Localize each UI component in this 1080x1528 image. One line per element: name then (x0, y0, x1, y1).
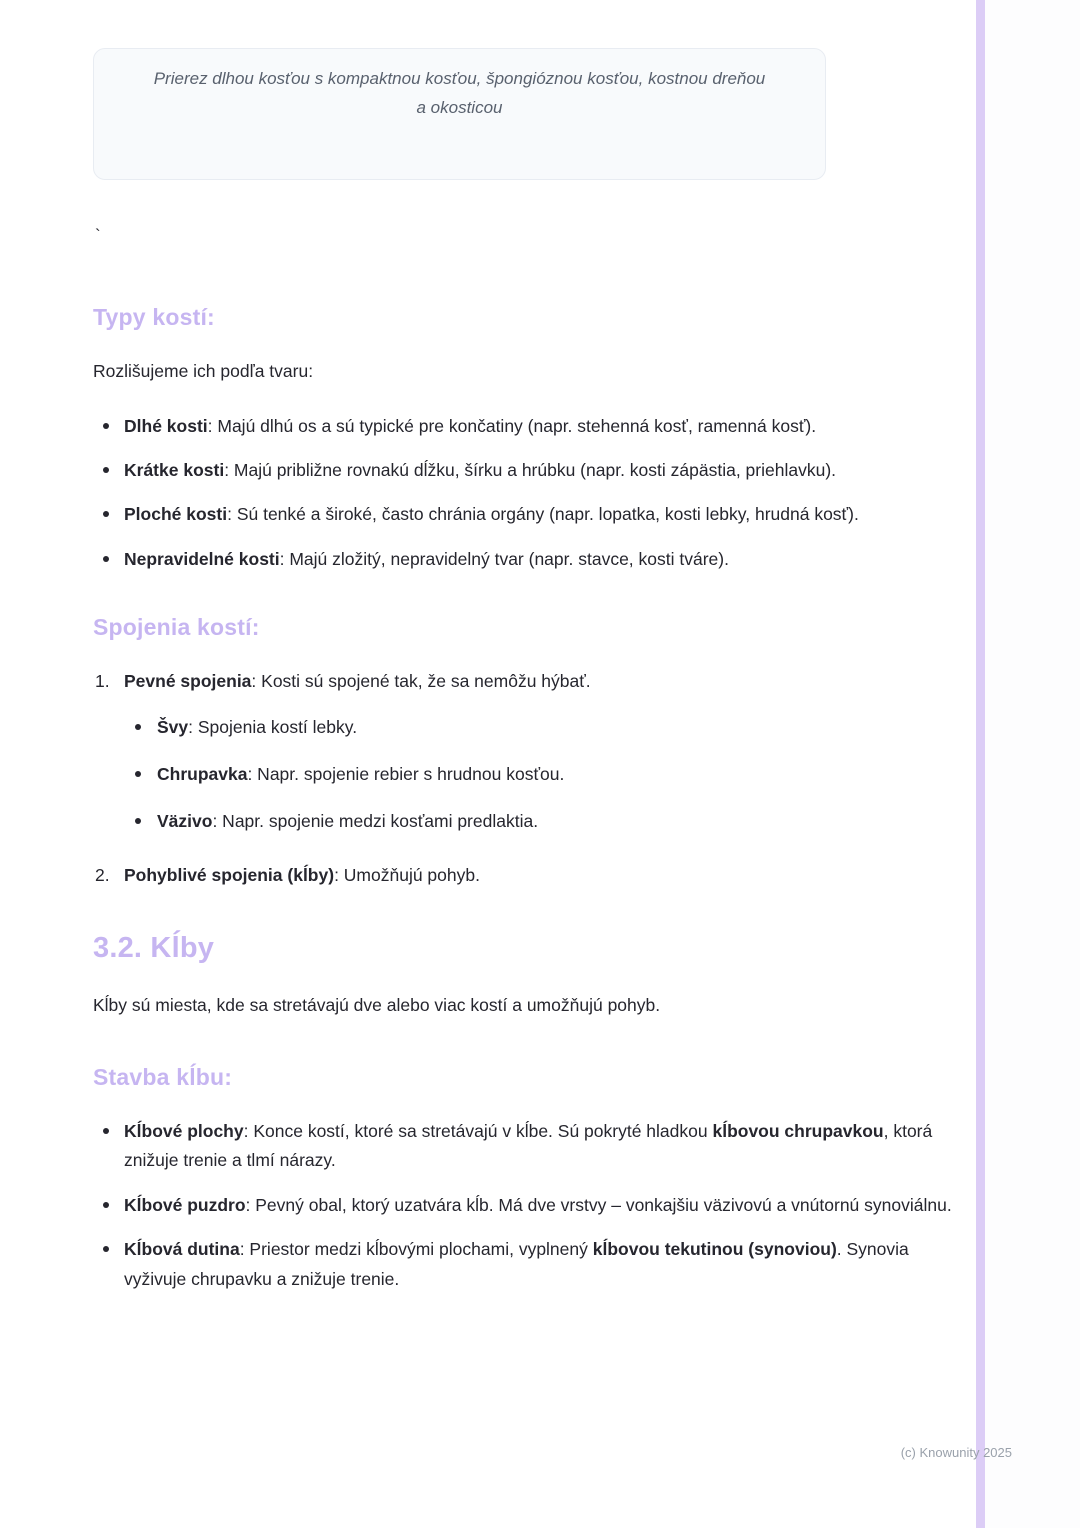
section-heading-stavba-klbu: Stavba kĺbu: (93, 1064, 233, 1091)
term: Dlhé kosti (124, 415, 208, 436)
list-item (124, 807, 965, 836)
list-item (93, 456, 965, 485)
term: kĺbovou tekutinou (synoviou) (592, 1239, 837, 1260)
section-heading-spojenia-kosti: Spojenia kostí: (93, 614, 260, 641)
list-item (93, 1191, 965, 1220)
term: Pohyblivé spojenia (kĺby) (124, 864, 335, 885)
list-item (93, 1235, 965, 1294)
desc: : Pevný obal, ktorý uzatvára kĺb. Má dve vrstvy – vonkajšiu väzivovú a vnútornú synoviálnu. (245, 1194, 952, 1215)
term: Chrupavka (157, 764, 248, 784)
desc: : Sú tenké a široké, často chránia orgány (napr. lopatka, kosti lebky, hrudná kosť). (227, 504, 859, 525)
list-item (93, 861, 965, 890)
document-content (93, 0, 965, 1309)
list-item (93, 545, 965, 574)
desc: : Umožňujú pohyb. (334, 864, 480, 885)
desc: : Konce kostí, ktoré sa stretávajú v kĺbe. Sú pokryté hladkou (243, 1121, 713, 1142)
term: kĺbovou chrupavkou (712, 1121, 884, 1142)
typy-intro: Rozlišujeme ich podľa tvaru: (93, 360, 314, 381)
desc: : Spojenia kostí lebky. (188, 716, 358, 737)
list-number: 1. (95, 671, 110, 692)
desc: : Majú približne rovnakú dĺžku, šírku a hrúbku (napr. kosti zápästia, priehlavku). (224, 460, 837, 481)
desc: : Priestor medzi kĺbovými plochami, vyplnený (239, 1239, 593, 1260)
list-item (124, 760, 965, 789)
term: Nepravidelné kosti (124, 548, 280, 569)
list-item (93, 412, 965, 441)
bone-types-list (93, 412, 965, 575)
term: Kĺbové puzdro (124, 1194, 246, 1215)
term: Kĺbové plochy (124, 1121, 244, 1142)
term: Švy (157, 716, 189, 737)
desc: : Majú zložitý, nepravidelný tvar (napr. stavce, kosti tváre). (279, 548, 729, 569)
joint-structure-list (93, 1117, 965, 1294)
term: Krátke kosti (124, 460, 225, 481)
section-heading-typy-kosti: Typy kostí: (93, 303, 215, 330)
stray-backtick: ` (95, 225, 101, 245)
joints-ordered-list (93, 667, 965, 890)
list-item (93, 667, 965, 837)
copyright-footer: (c) Knowunity 2025 (900, 1445, 1012, 1460)
term: Pevné spojenia (124, 671, 252, 692)
list-item (124, 713, 965, 742)
list-item (93, 500, 965, 529)
figure-caption: Prierez dlhou kosťou s kompaktnou kosťou, špongióznou kosťou, kostnou dreňou a okosticou (153, 69, 766, 117)
desc: : Kosti sú spojené tak, že sa nemôžu hýbať. (251, 671, 591, 692)
desc: : Napr. spojenie medzi kosťami predlaktia. (212, 811, 539, 832)
fixed-joints-sublist (124, 713, 965, 837)
term: Väzivo (157, 811, 213, 832)
term: Kĺbová dutina (124, 1239, 240, 1260)
klby-intro: Kĺby sú miesta, kde sa stretávajú dve alebo viac kostí a umožňujú pohyb. (93, 995, 661, 1016)
desc: : Majú dlhú os a sú typické pre končatiny (napr. stehenná kosť, ramenná kosť). (207, 415, 817, 436)
list-number: 2. (95, 864, 110, 885)
desc: , ktorá znižuje trenie a tlmí nárazy. (124, 1121, 933, 1171)
scrollbar[interactable] (976, 0, 985, 1528)
chapter-heading-klby: 3.2. Kĺby (93, 932, 215, 965)
page-right-gutter (985, 0, 1080, 1528)
term: Ploché kosti (124, 504, 228, 525)
figure-caption-box (93, 48, 826, 180)
list-item (93, 1117, 965, 1176)
desc: . Synovia vyživuje chrupavku a znižuje trenie. (124, 1239, 909, 1289)
desc: : Napr. spojenie rebier s hrudnou kosťou. (247, 764, 565, 784)
